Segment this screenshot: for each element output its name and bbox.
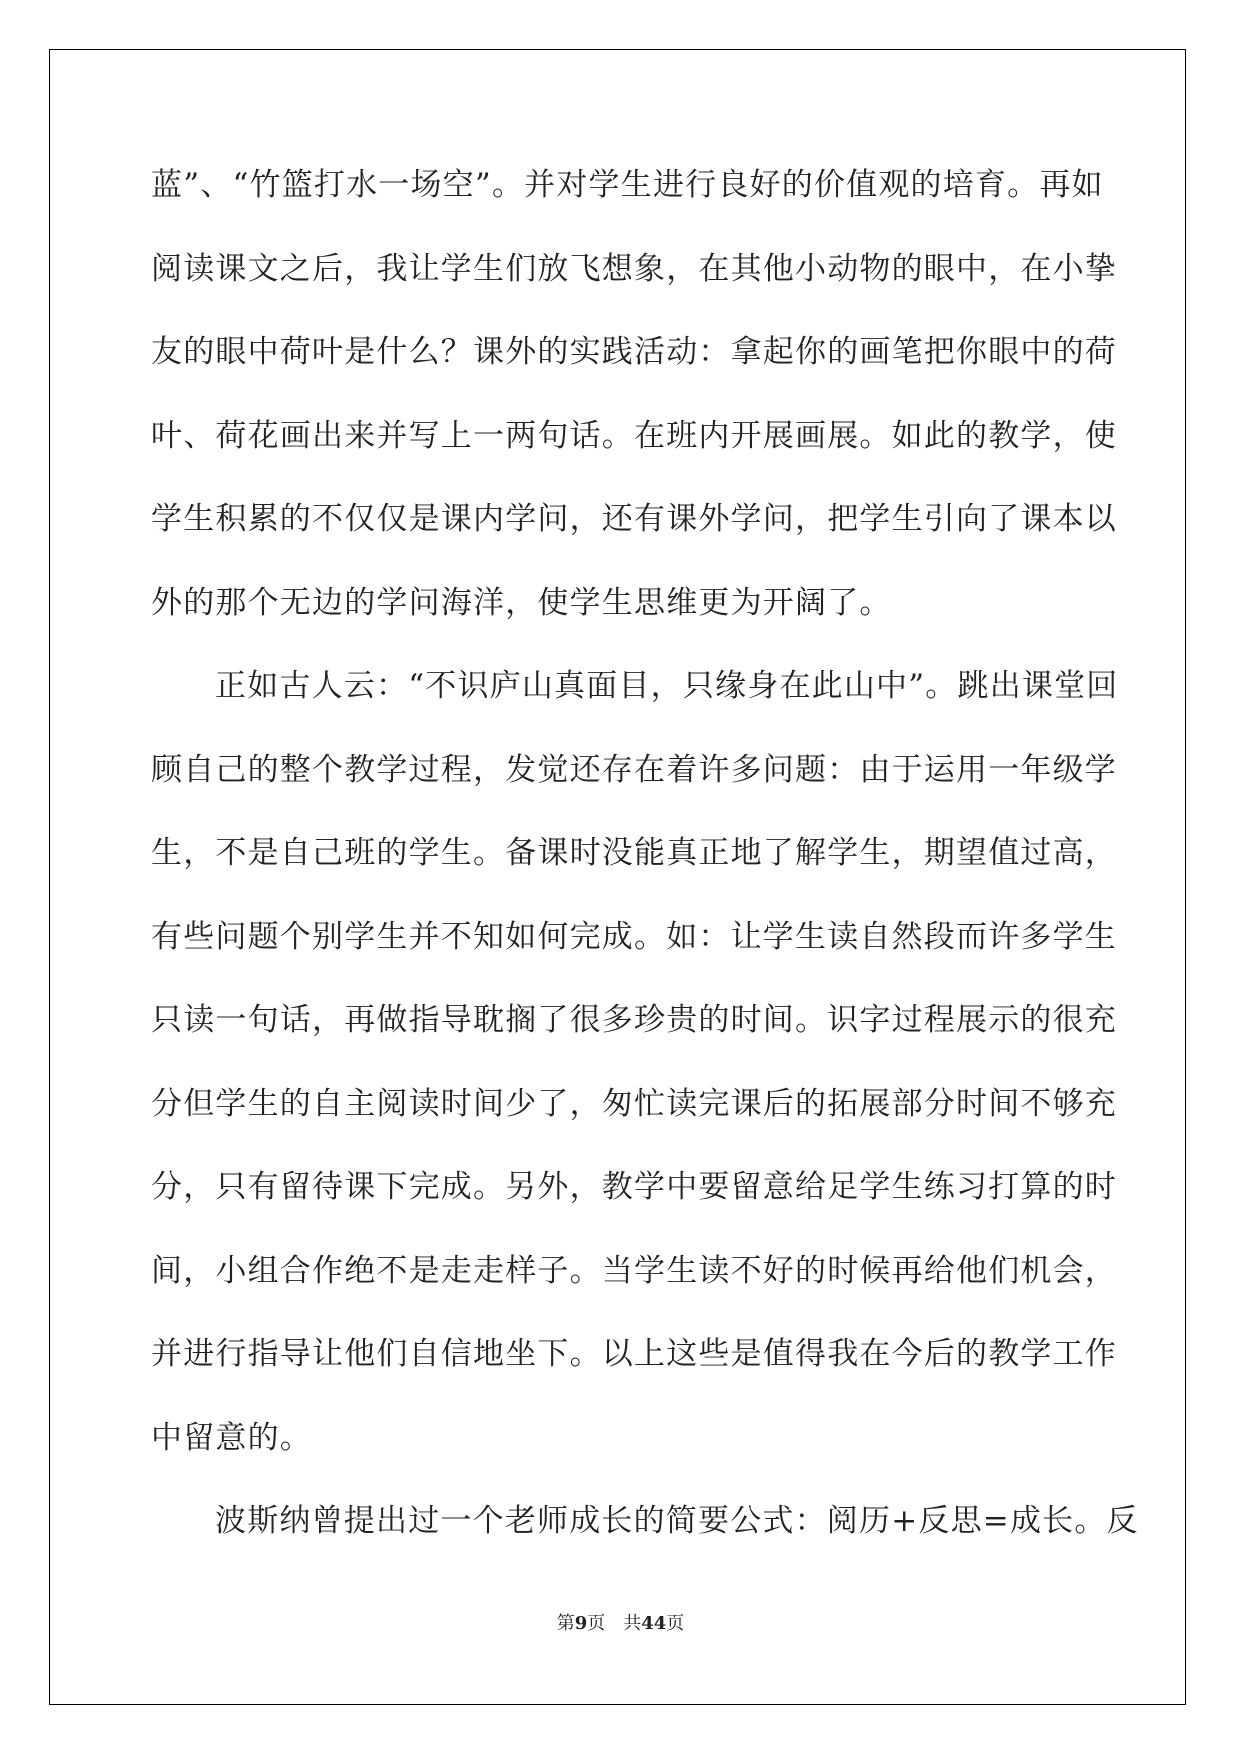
text-line: 阅读课文之后，我让学生们放飞想象，在其他小动物的眼中，在小挚 <box>151 250 1117 287</box>
page-number: 9 <box>574 1613 588 1634</box>
text-line: 有些问题个别学生并不知如何完成。如：让学生读自然段而许多学生 <box>151 918 1117 955</box>
text-line: 只读一句话，再做指导耽搁了很多珍贵的时间。识字过程展示的很充 <box>151 1002 1117 1038</box>
total-suffix: 页 <box>666 1613 685 1634</box>
text-line: 外的那个无边的学问海洋，使学生思维更为开阔了。 <box>151 584 892 621</box>
text-line: 学生积累的不仅仅是课内学问，还有课外学问，把学生引向了课本以 <box>151 501 1117 537</box>
total-prefix: 共 <box>623 1613 642 1634</box>
paragraph-start-line: 正如古人云：“不识庐山真面目，只缘身在此山中”。跳出课堂回 <box>215 668 1119 704</box>
text-line: 生，不是自己班的学生。备课时没能真正地了解学生，期望值过高， <box>151 835 1117 871</box>
text-line: 分，只有留待课下完成。另外，教学中要留意给足学生练习打算的时 <box>151 1169 1117 1205</box>
total-pages: 44 <box>641 1613 667 1634</box>
text-line: 间，小组合作绝不是走走样子。当学生读不好的时候再给他们机会， <box>151 1252 1117 1289</box>
text-line: 顾自己的整个教学过程，发觉还存在着许多问题：由于运用一年级学 <box>151 751 1117 788</box>
page-suffix: 页 <box>587 1613 606 1634</box>
document-body <box>151 155 1139 1575</box>
text-line: 友的眼中荷叶是什么？课外的实践活动：拿起你的画笔把你眼中的荷 <box>151 334 1117 370</box>
text-line: 分但学生的自主阅读时间少了，匆忙读完课后的拓展部分时间不够充 <box>151 1085 1117 1122</box>
text-line: 并进行指导让他们自信地坐下。以上这些是值得我在今后的教学工作 <box>151 1336 1117 1372</box>
text-line: 中留意的。 <box>151 1419 312 1456</box>
text-line: 叶、荷花画出来并写上一两句话。在班内开展画展。如此的教学，使 <box>151 417 1117 454</box>
text-line: 蓝”、“竹篮打水一场空”。并对学生进行良好的价值观的培育。再如 <box>151 167 1104 203</box>
page-footer <box>0 1609 1241 1635</box>
page-prefix: 第 <box>556 1613 575 1634</box>
paragraph-start-line: 波斯纳曾提出过一个老师成长的简要公式：阅历+反思=成长。反 <box>215 1503 1139 1539</box>
